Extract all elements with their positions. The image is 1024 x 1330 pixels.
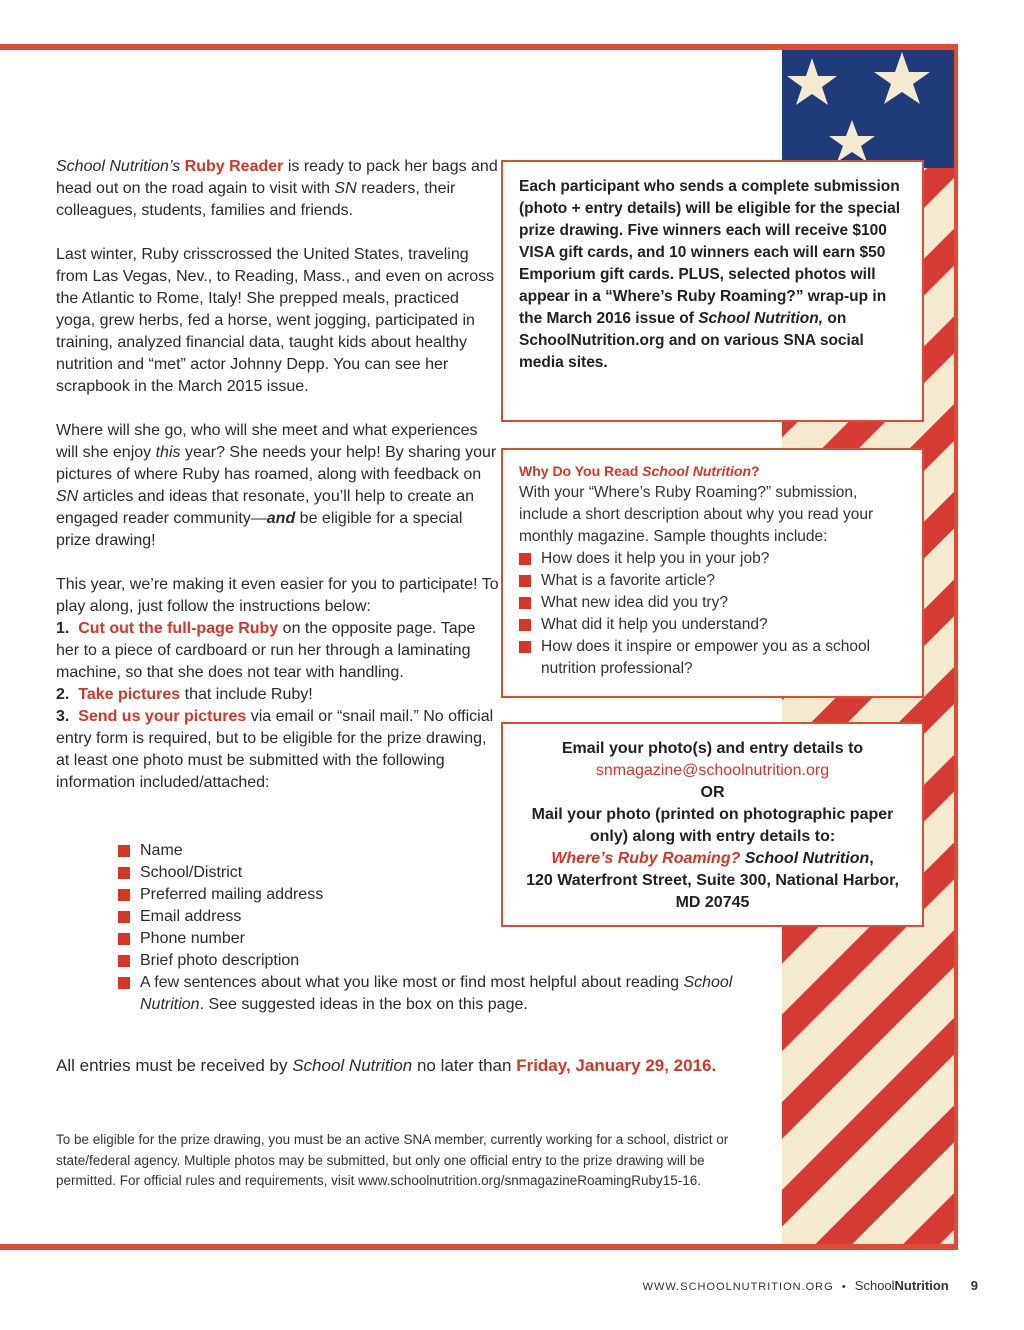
list-item: What did it help you understand? [519, 614, 906, 636]
page-number: 9 [970, 1278, 978, 1293]
footer-brand: SchoolNutrition [854, 1278, 949, 1293]
or-divider: OR [700, 784, 725, 801]
list-item: Name [118, 840, 758, 862]
list-item: A few sentences about what you like most or find most helpful about reading School Nutrition. See suggested ideas in the box on this page. [118, 972, 758, 1016]
prize-box: Each participant who sends a complete submission (photo + entry details) will be eligible for the special prize drawing. Five winners each will receive $100 VISA gift cards, and 10 winners each will earn $50 Emporium gift cards. PLUS, selected photos will appear in a “Where’s Ruby Roaming?” wrap-up in the March 2016 issue of School Nutrition, on SchoolNutrition.org and on various SNA social media sites. [501, 160, 924, 422]
step-3: 3. Send us your pictures via email or “snail mail.” No official entry form is required, but to be eligible for the prize drawing, at least one photo must be submitted with the following information included/attached: [56, 708, 494, 791]
list-item: What is a favorite article? [519, 570, 906, 592]
list-item: School/District [118, 862, 758, 884]
intro-paragraph-4: This year, we’re making it even easier for you to participate! To play along, just follow the instructions below: [56, 576, 499, 615]
intro-paragraph-1: School Nutrition’s Ruby Reader is ready to pack her bags and head out on the road again to visit with SN readers, their colleagues, students, families and friends. [56, 158, 498, 219]
list-item: Email address [118, 906, 758, 928]
step-1: 1. Cut out the full-page Ruby on the opposite page. Tape her to a piece of cardboard or run her through a laminating machine, so that she does not tear with handling. [56, 620, 476, 681]
deadline-date: Friday, January 29, 2016. [516, 1056, 717, 1075]
list-item: Preferred mailing address [118, 884, 758, 906]
mail-address-title: Where’s Ruby Roaming? School Nutrition, [551, 850, 874, 867]
intro-paragraph-3: Where will she go, who will she meet and what experiences will she enjoy this year? She needs your help! By sharing your pictures of where Ruby has roamed, along with feedback on SN articles and ideas that resonate, you’ll help to create an engaged reader community—and be eligible for a special prize drawing! [56, 422, 497, 549]
take-pictures-link[interactable]: Take pictures [78, 686, 181, 703]
sample-thoughts-list [519, 548, 906, 680]
step-2: 2. Take pictures that include Ruby! [56, 686, 313, 703]
why-read-box [501, 448, 924, 698]
email-link[interactable]: snmagazine@schoolnutrition.org [595, 762, 830, 779]
deadline-line: All entries must be received by School Nutrition no later than Friday, January 29, 2016. [56, 1056, 717, 1075]
page-footer [643, 1278, 978, 1293]
send-pictures-link[interactable]: Send us your pictures [78, 708, 247, 725]
intro-paragraph-2: Last winter, Ruby crisscrossed the United States, traveling from Las Vegas, Nev., to Reading, Mass., and even on across the Atlantic to Rome, Italy! She prepped meals, practiced yoga, grew herbs, fed a horse, went jogging, participated in training, analyzed financial data, taught kids about healthy nutrition and “met” actor Johnny Depp. You can see her scrapbook in the March 2015 issue. [56, 246, 495, 395]
ruby-reader-link[interactable]: Ruby Reader [184, 158, 284, 175]
list-item: How does it help you in your job? [519, 548, 906, 570]
email-instruction: Email your photo(s) and entry details to [561, 740, 864, 757]
fine-print: To be eligible for the prize drawing, you must be an active SNA member, currently working for a school, district or state/federal agency. Multiple photos may be submitted, but only one official entry to the prize drawing will be permitted. For official rules and requirements, visit www.schoolnutrition.org/snmagazineRoamingRuby15-16. [56, 1132, 729, 1188]
mail-address: 120 Waterfront Street, Suite 300, National Harbor, MD 20745 [526, 872, 899, 911]
intro-column [56, 156, 501, 794]
footer-url[interactable]: WWW.SCHOOLNUTRITION.ORG [642, 1281, 834, 1293]
list-item: What new idea did you try? [519, 592, 906, 614]
mail-instruction: Mail your photo (printed on photographic paper only) along with entry details to: [531, 806, 894, 845]
footer-bullet: • [841, 1281, 847, 1293]
list-item: Brief photo description [118, 950, 758, 972]
why-read-heading: Why Do You Read School Nutrition? [519, 463, 760, 479]
why-read-intro: With your “Where’s Ruby Roaming?” submission, include a short description about why you read your monthly magazine. Sample thoughts include: [519, 484, 874, 545]
list-item: Phone number [118, 928, 758, 950]
cut-out-ruby-link[interactable]: Cut out the full-page Ruby [78, 620, 279, 637]
submission-box [501, 722, 924, 927]
list-item: How does it inspire or empower you as a school nutrition professional? [519, 636, 906, 680]
